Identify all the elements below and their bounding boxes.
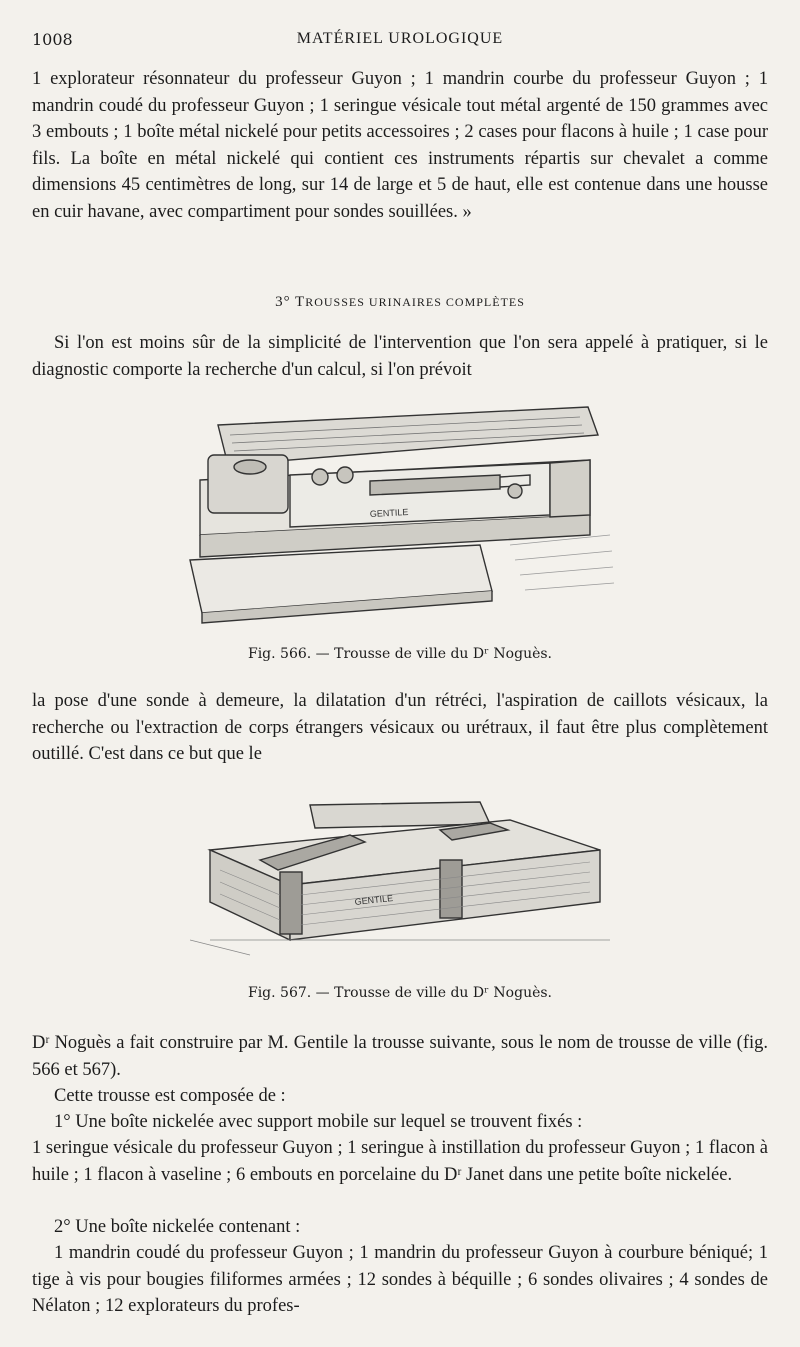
paragraph-item-2-contents: 1 mandrin coudé du professeur Guyon ; 1 mandrin du professeur Guyon à courbure béniqué; 1 tige à vis pour bougies filiformes armées ; 12 sondes à béquille ; 6 sondes olivaires ; 4 sondes de Nélaton ; 12 explorateurs du profes- [32, 1243, 768, 1316]
paragraph-continuation: la pose d'une sonde à demeure, la dilatation d'un rétréci, l'aspiration de caillots vésicaux, la recherche ou l'extraction de corps étrangers vésicaux ou urétraux, il faut être plus complètement outillé. C'est dans ce but que le [32, 691, 768, 764]
section-title-rest: ROUSSES URINAIRES COMPLÈTES [305, 295, 525, 309]
paragraph-item-1-contents: 1 seringue vésicale du professeur Guyon ; 1 seringue à instillation du professeur Guyon ; 1 flacon à huile ; 1 flacon à vaseline ; 6 embouts en porcelaine du Dʳ Janet dans une petite boîte nickelée. [32, 1138, 768, 1185]
section-title-initial: T [295, 294, 306, 310]
paragraph-instrument-list: 1 explorateur résonnateur du professeur Guyon ; 1 mandrin courbe du professeur Guyon ; 1 mandrin coudé du professeur Guyon ; 1 seringue vésicale tout métal argenté de 150 grammes avec 3 embouts ; 1 boîte métal nickelé pour petits accessoires ; 2 cases pour flacons à huile ; 1 case pour fils. La boîte en métal nickelé qui contient ces instruments répartis sur chevalet a comme dimensions 45 centimètres de long, sur 14 de large et 5 de haut, elle est contenue dans une housse en cuir havane, avec compartiment pour sondes souillées. » [32, 69, 768, 222]
paragraph-item-1-heading: 1° Une boîte nickelée avec support mobile sur lequel se trouvent fixés : [54, 1112, 583, 1132]
figure-567-closed-case-engraving [190, 790, 620, 960]
running-title: MATÉRIEL UROLOGIQUE [296, 30, 504, 47]
paragraph-nogues: Dʳ Noguès a fait construire par M. Gentile la trousse suivante, sous le nom de trousse de ville (fig. 566 et 567). [32, 1033, 768, 1080]
figure-567-engraved-label: GENTILE [354, 893, 394, 907]
section-number: 3° [275, 294, 291, 310]
figure-566-open-case-engraving [180, 395, 620, 635]
figure-566-engraved-label: GENTILE [369, 506, 409, 519]
paragraph-intro: Si l'on est moins sûr de la simplicité de l'intervention que l'on sera appelé à pratiquer, si le diagnostic comporte la recherche d'un calcul, si l'on prévoit [32, 333, 768, 380]
section-heading [0, 294, 800, 311]
running-header [32, 30, 768, 52]
paragraph-item-2-heading: 2° Une boîte nickelée contenant : [54, 1217, 301, 1237]
figure-566-caption: Fig. 566. — Trousse de ville du Dʳ Noguès. [247, 646, 553, 662]
paragraph-composition-intro: Cette trousse est composée de : [54, 1086, 286, 1106]
page-number: 1008 [32, 30, 73, 49]
figure-567-caption: Fig. 567. — Trousse de ville du Dʳ Noguès. [247, 985, 553, 1001]
